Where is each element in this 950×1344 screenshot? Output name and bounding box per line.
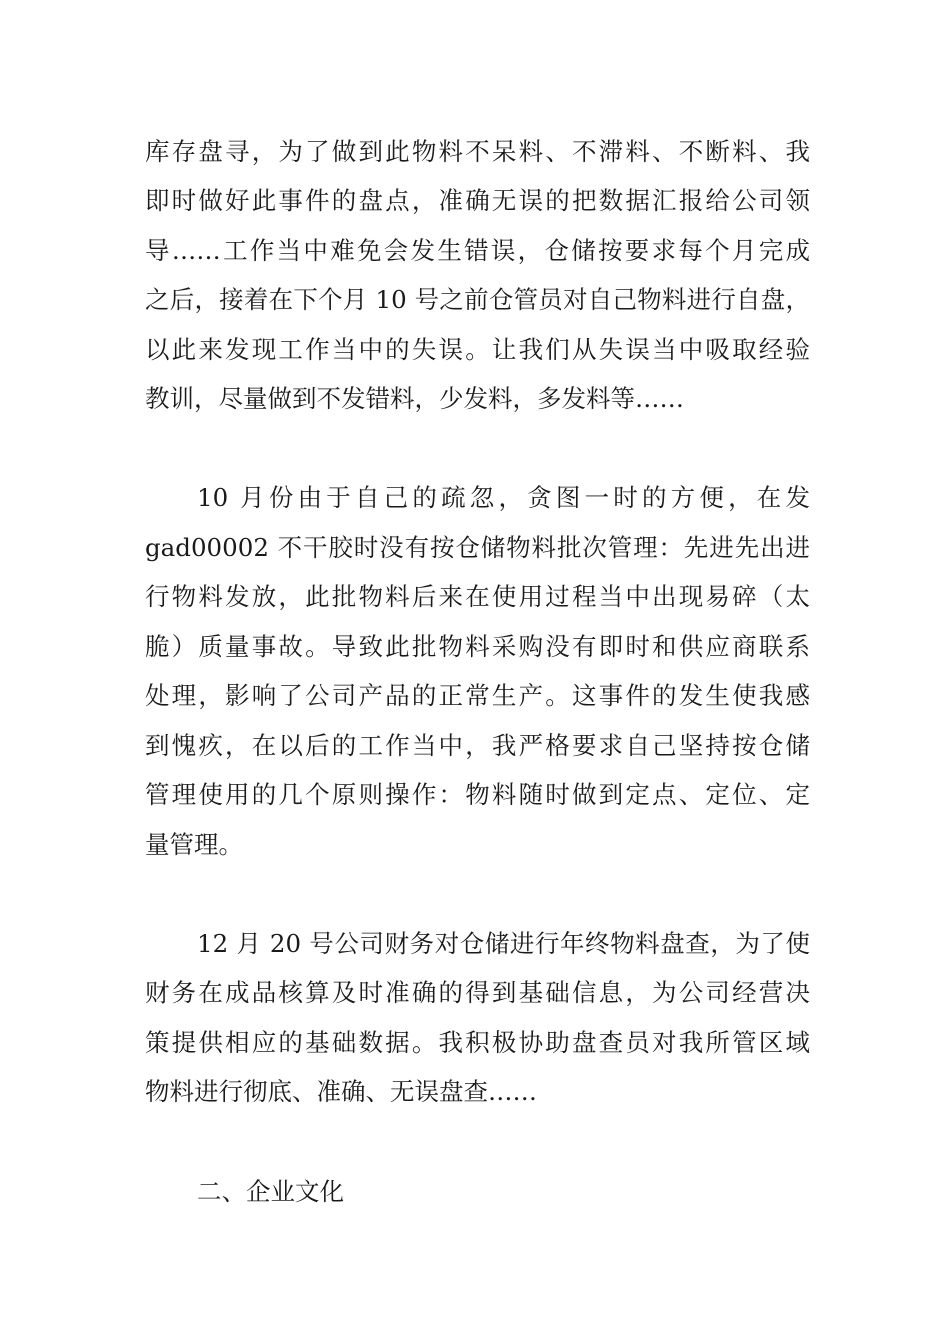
paragraph-2-line-2: gad00002 不干胶时没有按仓储物料批次管理：先进先出进 [145,533,810,562]
paragraph-1-line-1: 库存盘寻，为了做到此物料不呆料、不滞料、不断料、我 [145,137,810,166]
paragraph-1-line-3: 导……工作当中难免会发生错误，仓储按要求每个月完成 [145,236,810,265]
paragraph-2-line-4: 脆）质量事故。导致此批物料采购没有即时和供应商联系 [145,632,810,661]
section-heading: 二、企业文化 [197,1177,344,1206]
paragraph-2-line-8: 量管理。 [145,830,243,859]
paragraph-2-line-5: 处理，影响了公司产品的正常生产。这事件的发生使我感 [145,681,810,710]
paragraph-3-line-3: 策提供相应的基础数据。我积极协助盘查员对我所管区域 [145,1028,810,1057]
paragraph-1-line-6: 教训，尽量做到不发错料，少发料，多发料等…… [145,384,684,413]
paragraph-2-line-6: 到愧疚，在以后的工作当中，我严格要求自己坚持按仓储 [145,731,810,760]
paragraph-3-line-2: 财务在成品核算及时准确的得到基础信息，为公司经营决 [145,978,810,1007]
paragraph-2-line-3: 行物料发放，此批物料后来在使用过程当中出现易碎（太 [145,582,810,611]
paragraph-3-line-4: 物料进行彻底、准确、无误盘查…… [145,1077,537,1106]
paragraph-1-line-2: 即时做好此事件的盘点，准确无误的把数据汇报给公司领 [145,186,810,215]
paragraph-2-line-1: 10 月份由于自己的疏忽，贪图一时的方便，在发 [197,483,810,512]
paragraph-1-line-4: 之后，接着在下个月 10 号之前仓管员对自己物料进行自盘， [145,285,810,314]
paragraph-2-line-7: 管理使用的几个原则操作：物料随时做到定点、定位、定 [145,780,810,809]
paragraph-1-line-5: 以此来发现工作当中的失误。让我们从失误当中吸取经验 [145,335,810,364]
paragraph-3-line-1: 12 月 20 号公司财务对仓储进行年终物料盘查，为了使 [197,929,810,958]
